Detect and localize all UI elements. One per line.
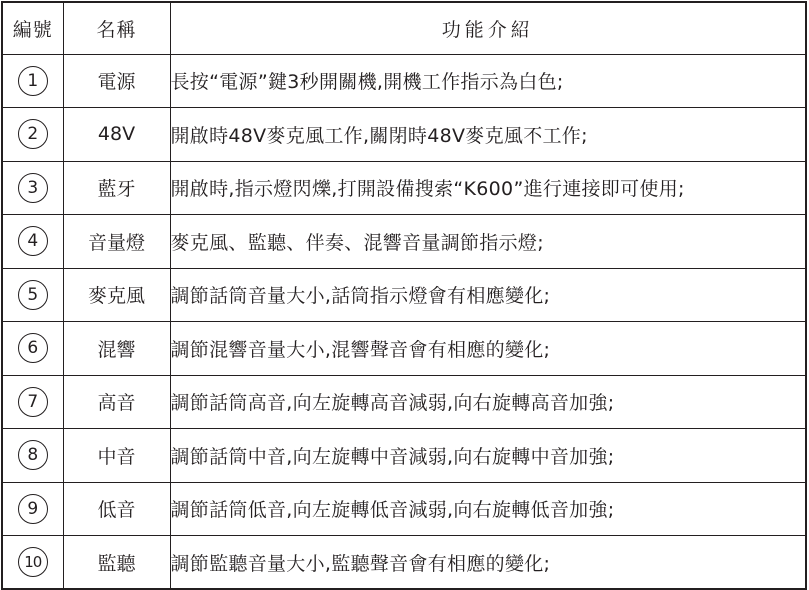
row-name: 低音 <box>63 482 170 536</box>
circled-number: 6 <box>18 333 48 363</box>
circled-number: 8 <box>18 440 48 470</box>
circled-number: 7 <box>18 387 48 417</box>
row-name: 麥克風 <box>63 268 170 322</box>
row-number-cell <box>2 482 63 536</box>
row-name: 高音 <box>63 375 170 429</box>
table-row <box>2 482 806 536</box>
table-row <box>2 108 806 162</box>
table-header-row <box>2 2 806 54</box>
row-description: 開啟時,指示燈閃爍,打開設備搜索“K600”進行連接即可使用; <box>170 161 806 215</box>
row-description: 調節混響音量大小,混響聲音會有相應的變化; <box>170 322 806 376</box>
table-row <box>2 322 806 376</box>
table-row <box>2 161 806 215</box>
header-name: 名稱 <box>63 2 170 54</box>
row-description: 調節話筒中音,向左旋轉中音減弱,向右旋轉中音加強; <box>170 429 806 483</box>
circled-number: 5 <box>18 280 48 310</box>
table-row <box>2 429 806 483</box>
row-name: 48V <box>63 108 170 162</box>
function-table <box>1 1 807 590</box>
row-number-cell <box>2 375 63 429</box>
row-name: 電源 <box>63 54 170 108</box>
circled-number: 2 <box>18 119 48 149</box>
circled-number: 10 <box>18 547 48 577</box>
header-description: 功能介紹 <box>170 2 806 54</box>
row-name: 藍牙 <box>63 161 170 215</box>
row-name: 音量燈 <box>63 215 170 269</box>
table-row <box>2 268 806 322</box>
row-name: 中音 <box>63 429 170 483</box>
row-description: 調節話筒低音,向左旋轉低音減弱,向右旋轉低音加強; <box>170 482 806 536</box>
circled-number: 3 <box>18 173 48 203</box>
row-number-cell <box>2 108 63 162</box>
table-row <box>2 536 806 590</box>
row-number-cell <box>2 536 63 590</box>
header-number: 編號 <box>2 2 63 54</box>
row-description: 調節監聽音量大小,監聽聲音會有相應的變化; <box>170 536 806 590</box>
row-number-cell <box>2 429 63 483</box>
table-row <box>2 375 806 429</box>
table-row <box>2 215 806 269</box>
row-description: 長按“電源”鍵3秒開關機,開機工作指示為白色; <box>170 54 806 108</box>
row-name: 監聽 <box>63 536 170 590</box>
row-name: 混響 <box>63 322 170 376</box>
row-description: 麥克風、監聽、伴奏、混響音量調節指示燈; <box>170 215 806 269</box>
circled-number: 4 <box>18 226 48 256</box>
row-description: 調節話筒高音,向左旋轉高音減弱,向右旋轉高音加強; <box>170 375 806 429</box>
row-number-cell <box>2 161 63 215</box>
row-number-cell <box>2 268 63 322</box>
row-number-cell <box>2 322 63 376</box>
circled-number: 1 <box>18 66 48 96</box>
table-row <box>2 54 806 108</box>
row-number-cell <box>2 215 63 269</box>
row-description: 調節話筒音量大小,話筒指示燈會有相應變化; <box>170 268 806 322</box>
row-number-cell <box>2 54 63 108</box>
row-description: 開啟時48V麥克風工作,關閉時48V麥克風不工作; <box>170 108 806 162</box>
circled-number: 9 <box>18 494 48 524</box>
